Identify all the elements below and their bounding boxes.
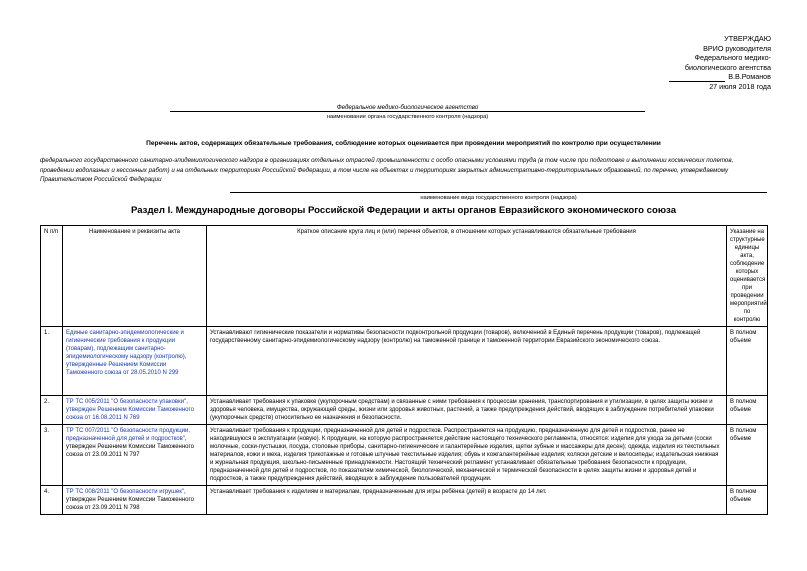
row-name (63, 396, 207, 425)
table-header-row (41, 226, 768, 327)
act-link[interactable]: ТР ТС 007/2011 "О безопасности продукции, предназначенной для детей и подростков" (66, 428, 191, 442)
header-desc: Краткое описание круга лиц и (или) перечня объектов, в отношении которых устанавливаются обязательные требования (207, 226, 727, 327)
document-title: Перечень актов, содержащих обязательные требования, соблюдение которых оценивается при проведении мероприятий по контролю при осуществлении (146, 140, 661, 147)
row-note: В полном объеме (727, 396, 768, 425)
agency-name: Федеральное медико-биологическое агентство (336, 104, 479, 111)
agency-underline (170, 111, 645, 112)
act-name-rest: , утвержден Решением Комиссии Таможенного союза от 23.09.2011 N 798 (66, 489, 194, 511)
approval-signature (669, 72, 771, 82)
row-desc: Устанавливает требования к продукции, предназначенной для детей и подростков. Распространяется на продукцию, предназначенную для детей и подростков, ранее не находившуюся в эксплуатации (новую). К продукции, на которую распространяется действие настоящего технического регламента, относятся: изделия для ухода за детьми (соски молочные, соски-пустышки, посуда, столовые приборы, санитарно-гигиенические и галантерейные изделия, щетки зубные и массажеры для десен); одежда, изделия из текстильных материалов, кожи и меха, изделия трикотажные и готовые штучные текстильные изделия; обувь и кожгалантерейные изделия; коляски детские и велосипеды; издательская книжная и журнальная продукция, школьно-письменные принадлежности. Настоящий технический регламент устанавливает обязательные требования безопасности к продукции, предназначенной для детей и подростков, по показателям химической, биологической, механической и термической безопасности в целях защиты жизни и здоровья детей и подростков, а также предупреждения действий, вводящих в заблуждение пользователей продукции. (207, 425, 727, 486)
act-link[interactable]: ТР ТС 005/2011 "О безопасности упаковки", утвержден Решением Комиссии Таможенного союза от 16.08.2011 N 769 (66, 399, 194, 421)
approval-agency-line1: Федерального медико- (694, 53, 771, 63)
row-num: 3. (41, 425, 63, 486)
title-continuation: федерального государственного санитарно-эпидемиологического надзора в организациях отдельных отраслей промышленности с особо опасными условиями труда (в том числе при подготовке и выполнении космических полетов, проведении водолазных и кессонных работ) и на отдельных территориях Российской Федерации, в том числе на объектах и территориях закрытых административно-территориальных образований, по перечню, утверждаемому Правительством Российской Федерации (40, 157, 734, 184)
row-desc: Устанавливает требования к изделиям и материалам, предназначенным для игры ребёнка (детей) в возрасте до 14 лет. (207, 486, 727, 515)
acts-table (40, 225, 768, 515)
row-num: 4. (41, 486, 63, 515)
row-num: 2. (41, 396, 63, 425)
header-num: N п/п (41, 226, 63, 327)
approval-heading: УТВЕРЖДАЮ (724, 34, 771, 43)
act-link[interactable]: ТР ТС 008/2011 "О безопасности игрушек" (66, 489, 185, 495)
section-title: Раздел I. Международные договоры Российской Федерации и акты органов Евразийского экономического союза (130, 205, 677, 216)
approval-signer: В.В.Романов (728, 72, 771, 82)
row-note: В полном объеме (727, 425, 768, 486)
table-row (41, 396, 768, 425)
kind-underline (230, 192, 767, 193)
row-note: В полном объеме (727, 486, 768, 515)
row-desc: Устанавливает требования к упаковке (укупорочным средствам) и связанные с ними требования к процессам хранения, транспортирования и утилизации, в целях защиты жизни и здоровья человека, имущества, окружающей среды, жизни или здоровья животных, растений, а также предупреждения действий, вводящих в заблуждение потребителей упаковки (укупорочных средств) относительно ее назначения и безопасности. (207, 396, 727, 425)
table-row (41, 425, 768, 486)
header-name: Наименование и реквизиты акта (63, 226, 207, 327)
kind-caption: наименование вида государственного контроля (надзора) (420, 195, 577, 201)
approval-block (669, 34, 771, 92)
row-name (63, 486, 207, 515)
row-name (63, 425, 207, 486)
act-link[interactable]: Единые санитарно-эпидемиологические и гигиенические требования к продукции (товарам), подлежащим санитарно-эпидемиологическому надзору (контролю), утвержденные Решением Комиссии Таможенного союза от 28.05.2010 N 299 (66, 330, 187, 376)
approval-position: ВРИО руководителя (703, 43, 771, 53)
row-note: В полном объеме (727, 327, 768, 396)
row-name (63, 327, 207, 396)
header-note: Указание на структурные единицы акта, соблюдение которых оценивается при проведении мероприятий по контролю (727, 226, 768, 327)
approval-date: 27 июля 2018 года (709, 81, 771, 91)
table-row (41, 327, 768, 396)
row-desc: Устанавливают гигиенические показатели и нормативы безопасности подконтрольной продукции (товаров), включенной в Единый перечень продукции (товаров), подлежащей государственному санитарно-эпидемиологическому надзору (контролю) на таможенной границе и таможенной территории Евразийского экономического союза. (207, 327, 727, 396)
agency-caption: наименование органа государственного контроля (надзора) (326, 114, 489, 120)
table-row (41, 486, 768, 515)
act-name-rest: , утвержден Решением Комиссии Таможенного союза от 23.09.2011 N 797 (66, 436, 194, 458)
row-num: 1. (41, 327, 63, 396)
approval-agency-line2: биологического агентства (684, 62, 771, 72)
